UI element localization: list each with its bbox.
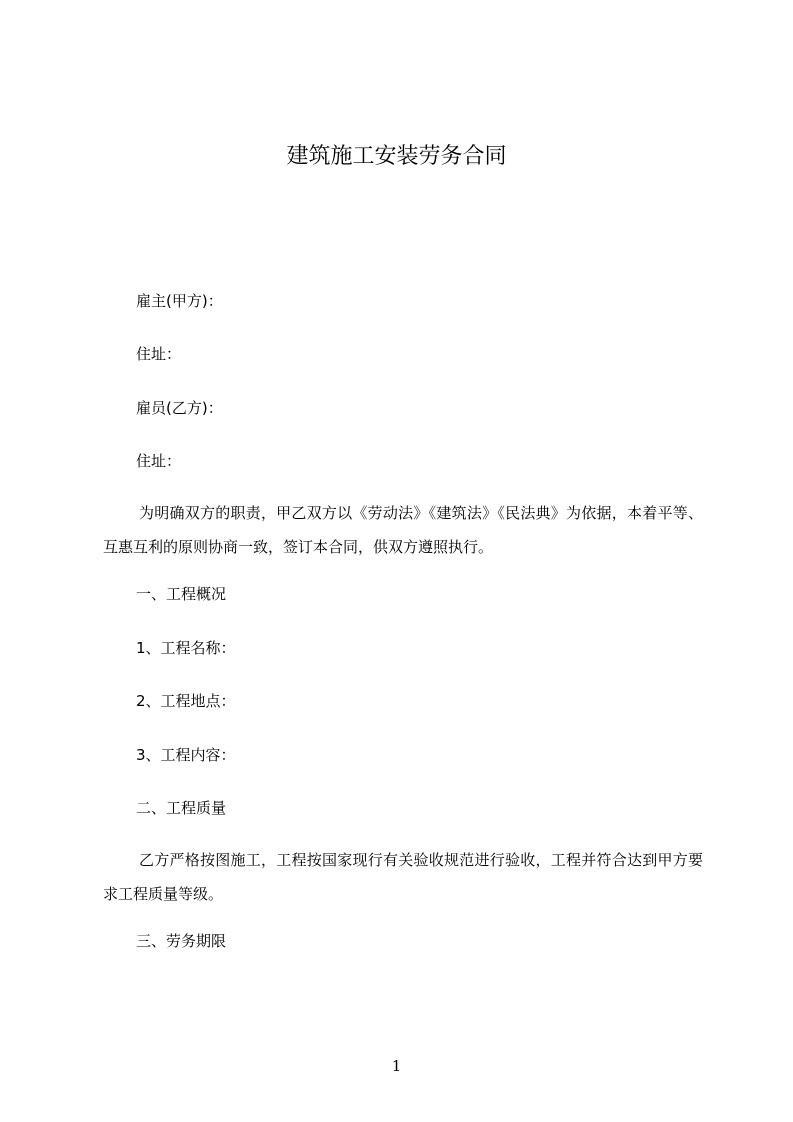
project-location-item: 2、工程地点： [136, 692, 236, 710]
employee-address-label: 住址： [136, 452, 182, 470]
section-heading-project-overview: 一、工程概况 [136, 585, 227, 603]
page-number: 1 [391, 1057, 402, 1075]
quality-paragraph: 乙方严格按图施工，工程按国家现行有关验收规范进行验收，工程并符合达到甲方要求工程质量等级。 [103, 851, 703, 903]
section-heading-project-quality: 二、工程质量 [136, 799, 227, 817]
contract-title: 建筑施工安装劳务合同 [286, 144, 507, 169]
employer-label: 雇主(甲方)： [136, 292, 223, 310]
intro-paragraph: 为明确双方的职责，甲乙双方以《劳动法》《建筑法》《民法典》为依据，本着平等、互惠互利的原则协商一致，签订本合同，供双方遵照执行。 [103, 504, 703, 556]
employer-address-label: 住址： [136, 345, 182, 363]
project-content-item: 3、工程内容： [136, 746, 236, 764]
project-name-item: 1、工程名称： [136, 639, 236, 657]
employee-label: 雇员(乙方)： [136, 399, 223, 417]
section-heading-labor-period: 三、劳务期限 [136, 932, 227, 950]
